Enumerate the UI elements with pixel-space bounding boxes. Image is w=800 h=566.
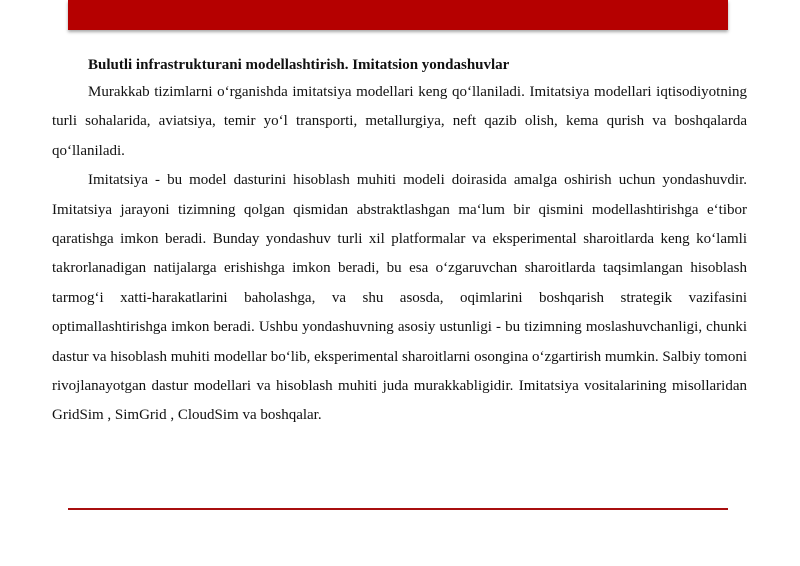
header-band [68,0,728,30]
paragraph-imitation: Imitatsiya - bu model dasturini hisoblash muhiti modeli doirasida amalga oshirish uchun yondashuvdir. Imitatsiya jarayoni tizimning qolgan qismidan abstraktlashgan ma‘lum bir qismini modellashtirishga e‘tibor qaratishga imkon beradi. Bunday yondashuv turli xil platformalar va eksperimental sharoitlarda keng ko‘lamli takrorlanadigan natijalarga erishishga imkon beradi, bu esa o‘zgaruvchan sharoitlarda taqsimlangan hisoblash tarmog‘i xatti-harakatlarini baholashga, va shu asosda, oqimlarini boshqarish strategik vazifasini optimallashtirishga imkon beradi. Ushbu yondashuvning asosiy ustunligi - bu tizimning moslashuvchanligi, chunki dastur va hisoblash muhiti modellar bo‘lib, eksperimental sharoitlarni osongina o‘zgartirish mumkin. Salbiy tomoni rivojlanayotgan dastur modellari va hisoblash muhiti juda murakkabligidir. Imitatsiya vositalarining misollaridan GridSim , SimGrid , CloudSim va boshqalar. [52,172,747,424]
paragraph-intro: Murakkab tizimlarni o‘rganishda imitatsiya modellari keng qo‘llaniladi. Imitatsiya modellari iqtisodiyotning turli sohalarida, aviatsiya, temir yo‘l transporti, metallurgiya, neft qazib olish, kema qurish va boshqalarda qo‘llaniladi. [52,84,747,159]
document-body [52,52,747,431]
bottom-divider [68,508,728,510]
section-heading: Bulutli infrastrukturani modellashtirish. Imitatsion yondashuvlar [88,57,510,73]
